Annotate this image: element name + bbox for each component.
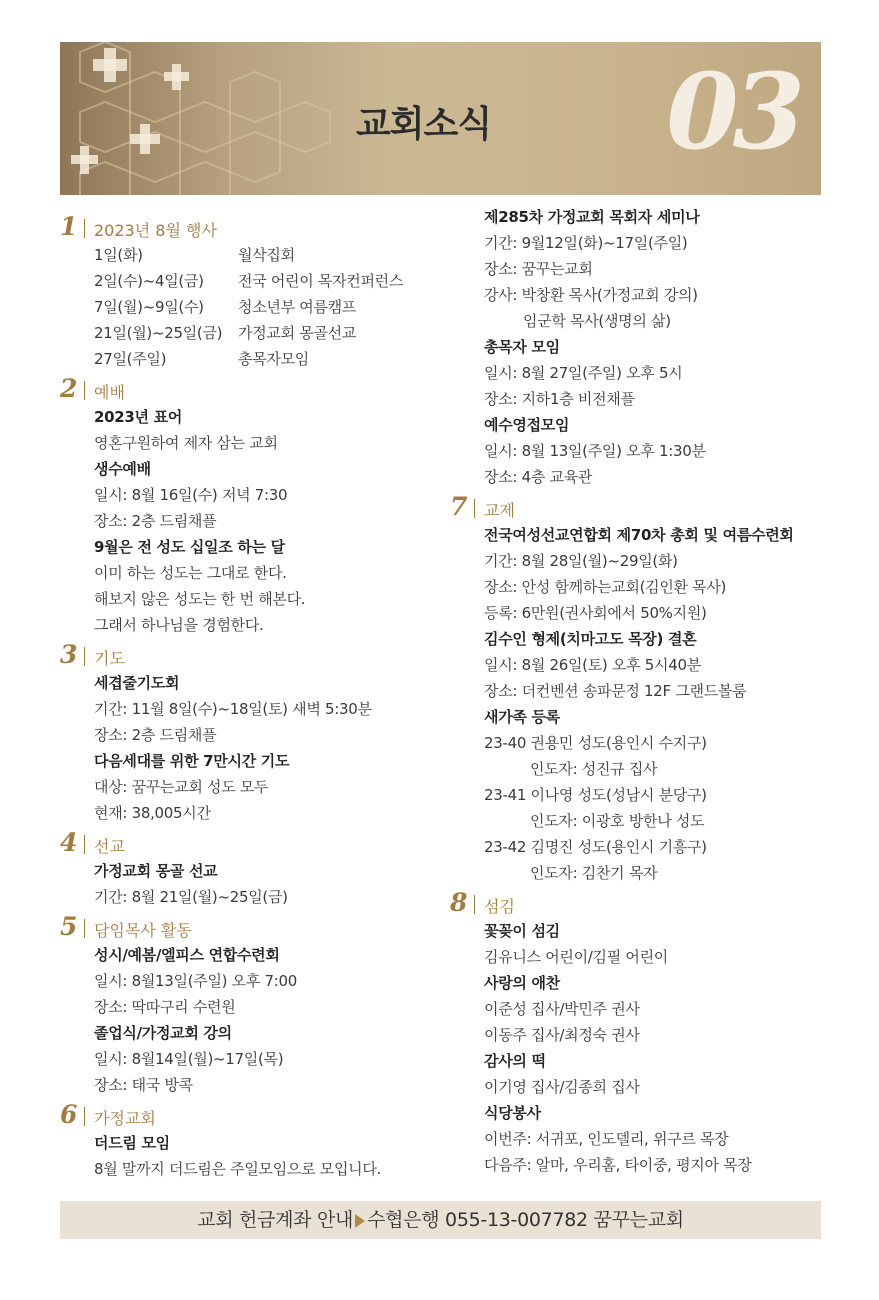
event-row: 1일(화) 월삭집회 xyxy=(94,246,295,264)
item-text: 다음주: 알마, 우리홈, 타이중, 평지아 목장 xyxy=(484,1156,752,1174)
item-text: 기간: 8월 21일(월)~25일(금) xyxy=(94,888,288,906)
section-number: 8 xyxy=(450,888,468,917)
item-title: 성시/예봄/엘피스 연합수련회 xyxy=(94,946,280,964)
item-title: 예수영접모임 xyxy=(484,416,570,434)
item-title: 졸업식/가정교회 강의 xyxy=(94,1024,232,1042)
item-title: 세겹줄기도회 xyxy=(94,674,180,692)
page-title: 교회소식 xyxy=(356,104,492,145)
section-divider xyxy=(474,499,475,518)
item-text: 그래서 하나님을 경험한다. xyxy=(94,616,264,634)
item-text: 인도자: 성진규 집사 xyxy=(530,760,658,778)
item-text: 8월 말까지 더드림은 주일모임으로 모입니다. xyxy=(94,1160,382,1178)
header-banner xyxy=(60,42,821,195)
item-text: 대상: 꿈꾸는교회 성도 모두 xyxy=(94,778,269,796)
section-title: 예배 xyxy=(94,383,125,402)
section-divider xyxy=(84,919,85,938)
event-row: 27일(주일) 총목자모임 xyxy=(94,350,309,368)
event-row: 2일(수)~4일(금) 전국 어린이 목자컨퍼런스 xyxy=(94,272,404,290)
section-5-header xyxy=(60,912,440,942)
item-text: 장소: 지하1층 비전채플 xyxy=(484,390,635,408)
section-number: 2 xyxy=(60,374,78,403)
item-text: 장소: 태국 방콕 xyxy=(94,1076,193,1094)
item-text: 이준성 집사/박민주 권사 xyxy=(484,1000,640,1018)
section-number: 1 xyxy=(60,212,78,241)
item-title: 2023년 표어 xyxy=(94,408,183,426)
left-column xyxy=(60,210,440,1182)
item-text: 해보지 않은 성도는 한 번 해본다. xyxy=(94,590,306,608)
item-title: 가정교회 몽골 선교 xyxy=(94,862,218,880)
footer-account: 수협은행 055-13-007782 꿈꾸는교회 xyxy=(367,1209,684,1231)
item-title: 새가족 등록 xyxy=(484,708,560,726)
item-title: 식당봉사 xyxy=(484,1104,541,1122)
item-title: 총목자 모임 xyxy=(484,338,560,356)
arrow-right-icon xyxy=(355,1214,365,1228)
item-text: 김유니스 어린이/김필 어린이 xyxy=(484,948,668,966)
item-title: 전국여성선교연합회 제70차 총회 및 여름수련회 xyxy=(484,526,794,544)
item-title: 감사의 떡 xyxy=(484,1052,546,1070)
section-number: 4 xyxy=(60,828,78,857)
section-2-header xyxy=(60,374,440,404)
item-text: 장소: 안성 함께하는교회(김인환 목사) xyxy=(484,578,727,596)
item-title: 꽃꽂이 섬김 xyxy=(484,922,560,940)
section-title: 가정교회 xyxy=(94,1109,156,1128)
section-title: 2023년 8월 행사 xyxy=(94,221,217,240)
section-1-header xyxy=(60,212,440,242)
item-text: 이번주: 서귀포, 인도델리, 위구르 목장 xyxy=(484,1130,729,1148)
item-text: 등록: 6만원(권사회에서 50%지원) xyxy=(484,604,707,622)
item-text: 강사: 박창환 목사(가정교회 강의) xyxy=(484,286,698,304)
event-row: 7일(월)~9일(수) 청소년부 여름캠프 xyxy=(94,298,356,316)
section-title: 섬김 xyxy=(484,897,515,916)
section-divider xyxy=(84,1107,85,1126)
item-text: 인도자: 이광호 방한나 성도 xyxy=(530,812,705,830)
item-text: 이동주 집사/최정숙 권사 xyxy=(484,1026,640,1044)
item-text: 임군학 목사(생명의 삶) xyxy=(523,312,671,330)
section-title: 선교 xyxy=(94,837,125,856)
item-text: 기간: 11월 8일(수)~18일(토) 새벽 5:30분 xyxy=(94,700,372,718)
item-text: 인도자: 김찬기 목자 xyxy=(530,864,658,882)
item-title: 다음세대를 위한 7만시간 기도 xyxy=(94,752,290,770)
section-divider xyxy=(474,895,475,914)
section-divider xyxy=(84,835,85,854)
section-4-header xyxy=(60,828,440,858)
item-text: 기간: 9월12일(화)~17일(주일) xyxy=(484,234,688,252)
item-text: 23-41 이나영 성도(성남시 분당구) xyxy=(484,786,707,804)
section-title: 교제 xyxy=(484,501,515,520)
item-text: 23-42 김명진 성도(용인시 기흥구) xyxy=(484,838,707,856)
section-6-header xyxy=(60,1100,440,1130)
item-text: 일시: 8월 16일(수) 저녁 7:30 xyxy=(94,486,288,504)
item-text: 장소: 더컨벤션 송파문정 12F 그랜드볼룸 xyxy=(484,682,747,700)
item-text: 일시: 8월 27일(주일) 오후 5시 xyxy=(484,364,683,382)
event-row: 21일(월)~25일(금) 가정교회 몽골선교 xyxy=(94,324,356,342)
section-title: 기도 xyxy=(94,649,125,668)
section-divider xyxy=(84,647,85,666)
section-8-header xyxy=(450,888,830,918)
section-title: 담임목사 활동 xyxy=(94,921,192,940)
item-title: 더드림 모임 xyxy=(94,1134,170,1152)
page-number: 03 xyxy=(666,50,799,173)
section-divider xyxy=(84,219,85,238)
item-text: 일시: 8월 26일(토) 오후 5시40분 xyxy=(484,656,701,674)
item-text: 장소: 딱따구리 수련원 xyxy=(94,998,236,1016)
item-text: 장소: 2층 드림채플 xyxy=(94,726,217,744)
item-text: 23-40 권용민 성도(용인시 수지구) xyxy=(484,734,707,752)
item-text: 장소: 꿈꾸는교회 xyxy=(484,260,593,278)
section-number: 5 xyxy=(60,912,78,941)
section-7-header xyxy=(450,492,830,522)
item-text: 이기영 집사/김종희 집사 xyxy=(484,1078,640,1096)
footer-label: 교회 헌금계좌 안내 xyxy=(197,1209,354,1231)
item-text: 현재: 38,005시간 xyxy=(94,804,211,822)
item-text: 장소: 2층 드림채플 xyxy=(94,512,217,530)
section-number: 6 xyxy=(60,1100,78,1129)
item-text: 이미 하는 성도는 그대로 한다. xyxy=(94,564,287,582)
section-number: 7 xyxy=(450,492,468,521)
offering-account-bar xyxy=(60,1201,821,1239)
item-text: 영혼구원하여 제자 삼는 교회 xyxy=(94,434,278,452)
section-number: 3 xyxy=(60,640,78,669)
item-title: 생수예배 xyxy=(94,460,151,478)
item-title: 제285차 가정교회 목회자 세미나 xyxy=(484,208,700,226)
item-text: 기간: 8월 28일(월)~29일(화) xyxy=(484,552,678,570)
section-divider xyxy=(84,381,85,400)
item-text: 일시: 8월13일(주일) 오후 7:00 xyxy=(94,972,297,990)
item-title: 사랑의 애찬 xyxy=(484,974,560,992)
section-3-header xyxy=(60,640,440,670)
right-column xyxy=(450,204,830,1178)
item-text: 장소: 4층 교육관 xyxy=(484,468,593,486)
item-text: 일시: 8월14일(월)~17일(목) xyxy=(94,1050,284,1068)
item-title: 김수인 형제(치마고도 목장) 결혼 xyxy=(484,630,697,648)
item-title: 9월은 전 성도 십일조 하는 달 xyxy=(94,538,285,556)
item-text: 일시: 8월 13일(주일) 오후 1:30분 xyxy=(484,442,706,460)
